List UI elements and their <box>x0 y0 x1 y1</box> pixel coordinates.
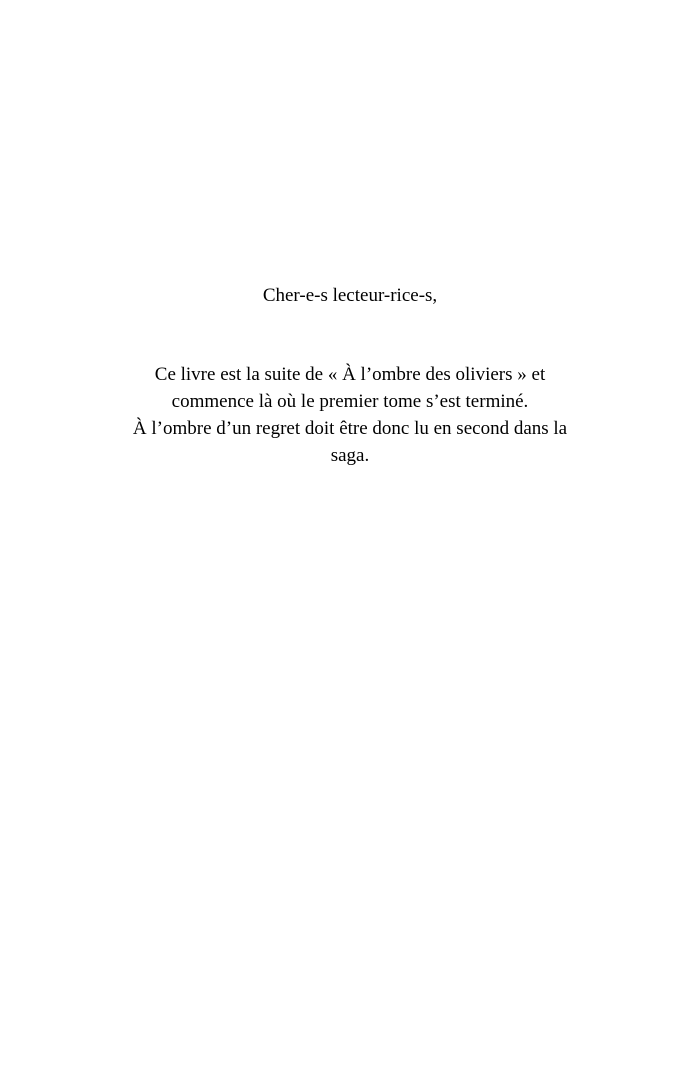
paragraph-line: À l’ombre d’un regret doit être donc lu en second dans la <box>132 418 568 439</box>
note-paragraph <box>100 361 600 469</box>
paragraph-line: saga. <box>330 445 370 466</box>
salutation: Cher-e-s lecteur-rice-s, <box>262 285 438 306</box>
paragraph-line: commence là où le premier tome s’est terminé. <box>171 391 529 412</box>
paragraph-line: Ce livre est la suite de « À l’ombre des oliviers » et <box>154 364 546 385</box>
